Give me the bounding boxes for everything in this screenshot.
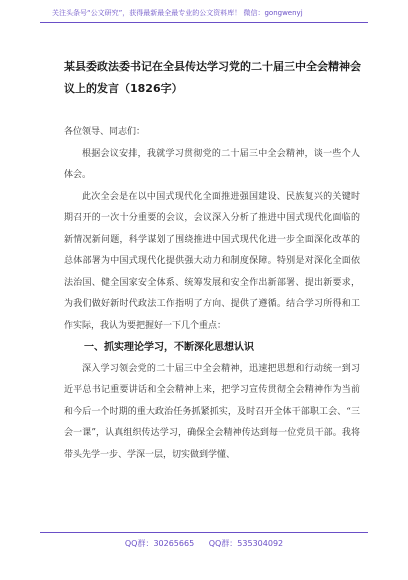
section-heading-1: 一、抓实理论学习，不断深化思想认识 bbox=[84, 342, 254, 353]
document-body bbox=[64, 122, 360, 466]
section-paragraph-1: 深入学习领会党的二十届三中全会精神，迅速把思想和行动统一到习近平总书记重要讲话和全会精神上来，把学习宣传贯彻全会精神作为当前和今后一个时期的重大政治任务抓紧抓实，及时召开全体干部职工会、“三会一课”，认真组织传达学习，确保全会精神传达到每一位党员干部。我将带头先学一步、学深一层，切实做到学懂、 bbox=[64, 363, 360, 460]
document-title: 某县委政法委书记在全县传达学习党的二十届三中全会精神会议上的发言（1826字） bbox=[64, 60, 361, 95]
footer-qq-group-2: QQ群：535304092 bbox=[208, 539, 284, 548]
header-divider bbox=[40, 22, 368, 23]
body-paragraph-2: 此次全会是在以中国式现代化全面推进强国建设、民族复兴的关键时期召开的一次十分重要的会议，会议深入分析了推进中国式现代化面临的新情况新问题，科学谋划了围绕推进中国式现代化进一步全面深化改革的总体部署为中国式现代化提供强大动力和制度保障。特别是对深化全面依法治国、健全国家安全体系、统筹发展和安全作出新部署、提出新要求，为我们做好新时代政法工作指明了方向、提供了遵循。结合学习所得和工作实际，我认为要把握好一下几个重点： bbox=[64, 191, 360, 331]
header-watermark-note: 关注头条号“公文研究”，获得最新最全最专业的公文资料库！ 微信：gongwenyj bbox=[52, 9, 303, 17]
footer-contact bbox=[0, 538, 408, 549]
footer-qq-group-1: QQ群：30265665 bbox=[124, 539, 195, 548]
footer-divider bbox=[40, 532, 368, 533]
salutation: 各位领导、同志们： bbox=[64, 127, 146, 137]
body-paragraph-1: 根据会议安排，我就学习贯彻党的二十届三中全会精神，谈一些个人体会。 bbox=[64, 148, 360, 180]
